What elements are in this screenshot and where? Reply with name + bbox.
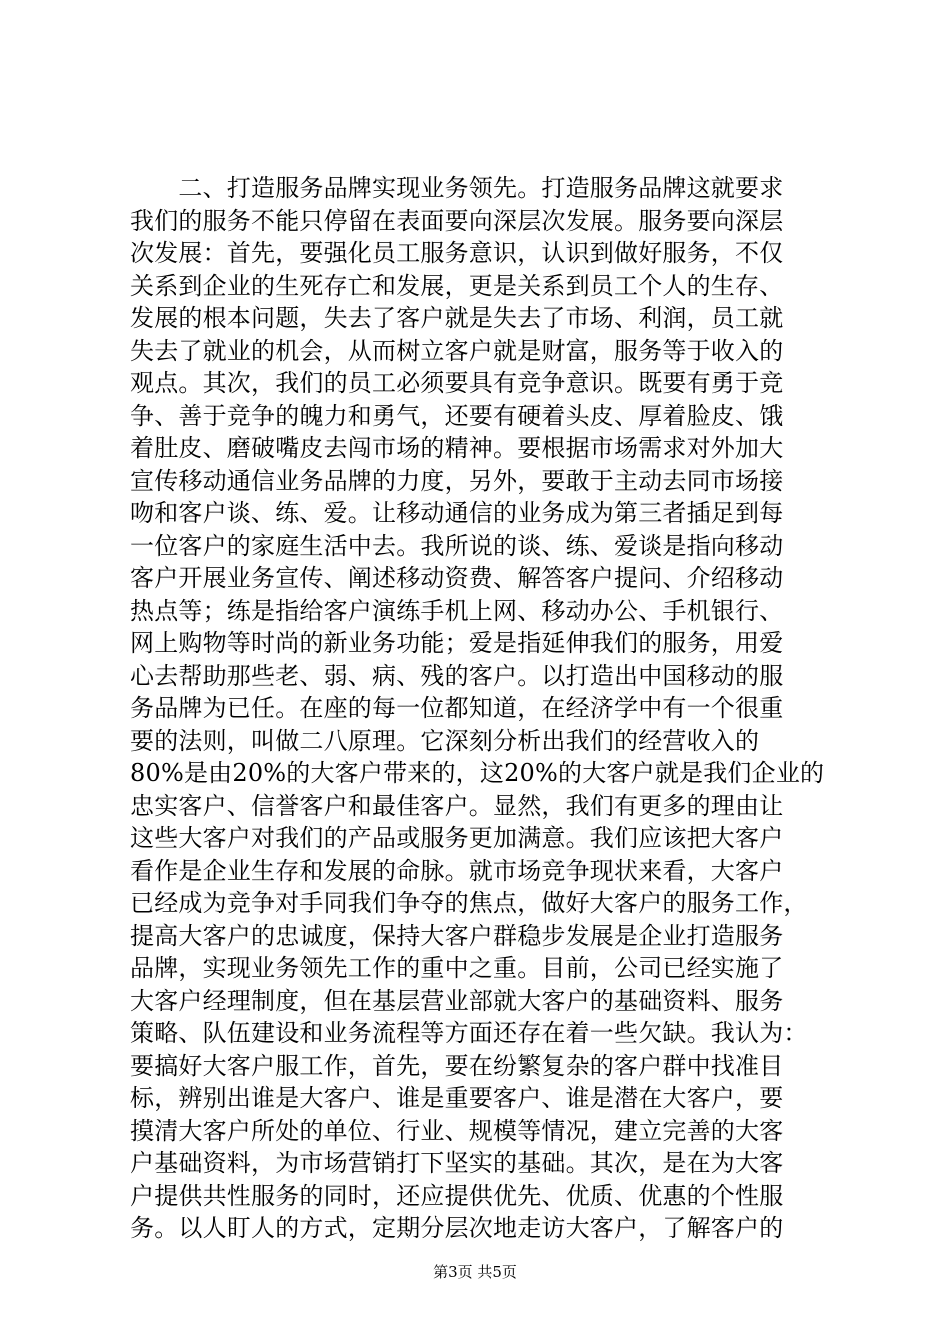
text-line: 摸清大客户所处的单位、行业、规模等情况，建立完善的大客 xyxy=(130,1116,784,1145)
text-line: 户基础资料，为市场营销打下坚实的基础。其次，是在为大客 xyxy=(130,1149,784,1177)
text-line: 热点等；练是指给客户演练手机上网、移动办公、手机银行、 xyxy=(130,596,784,625)
text-line: 提高大客户的忠诚度，保持大客户群稳步发展是企业打造服务 xyxy=(130,921,784,950)
text-line: 这些大客户对我们的产品或服务更加满意。我们应该把大客户 xyxy=(130,824,784,852)
text-line: 关系到企业的生死存亡和发展，更是关系到员工个人的生存、 xyxy=(130,271,784,300)
text-line: 宣传移动通信业务品牌的力度，另外，要敢于主动去同市场接 xyxy=(130,466,784,495)
text-line: 大客户经理制度，但在基层营业部就大客户的基础资料、服务 xyxy=(130,986,784,1015)
text-line: 看作是企业生存和发展的命脉。就市场竞争现状来看，大客户 xyxy=(130,856,784,885)
text-line: 客户开展业务宣传、阐述移动资费、解答客户提问、介绍移动 xyxy=(130,564,784,592)
text-line: 我们的服务不能只停留在表面要向深层次发展。服务要向深层 xyxy=(130,206,784,235)
text-line: 心去帮助那些老、弱、病、残的客户。以打造出中国移动的服 xyxy=(130,661,784,690)
text-line: 二、打造服务品牌实现业务领先。打造服务品牌这就要求 xyxy=(130,174,784,202)
text-line: 务品牌为已任。在座的每一位都知道，在经济学中有一个很重 xyxy=(130,694,784,722)
text-line: 要搞好大客户服工作，首先，要在纷繁复杂的客户群中找准目 xyxy=(130,1051,784,1080)
text-line: 户提供共性服务的同时，还应提供优先、优质、优惠的个性服 xyxy=(130,1181,784,1210)
text-line: 发展的根本问题，失去了客户就是失去了市场、利润，员工就 xyxy=(130,304,784,332)
text-line: 争、善于竞争的魄力和勇气，还要有硬着头皮、厚着脸皮、饿 xyxy=(130,401,784,430)
text-line: 品牌，实现业务领先工作的重中之重。目前，公司已经实施了 xyxy=(130,954,784,982)
text-line: 吻和客户谈、练、爱。让移动通信的业务成为第三者插足到每 xyxy=(130,499,784,527)
text-line: 失去了就业的机会，从而树立客户就是财富，服务等于收入的 xyxy=(130,336,784,365)
text-line: 忠实客户、信誉客户和最佳客户。显然，我们有更多的理由让 xyxy=(130,791,784,820)
text-line: 着肚皮、磨破嘴皮去闯市场的精神。要根据市场需求对外加大 xyxy=(130,434,784,462)
text-line: 要的法则，叫做二八原理。它深刻分析出我们的经营收入的 xyxy=(130,726,760,755)
text-line: 标，辨别出谁是大客户、谁是重要客户、谁是潜在大客户，要 xyxy=(130,1084,784,1112)
text-line: 已经成为竞争对手同我们争夺的焦点，做好大客户的服务工作， xyxy=(130,889,808,917)
text-line: 网上购物等时尚的新业务功能；爱是指延伸我们的服务，用爱 xyxy=(130,629,784,657)
text-line: 一位客户的家庭生活中去。我所说的谈、练、爱谈是指向移动 xyxy=(130,531,784,560)
text-line: 观点。其次，我们的员工必须要具有竞争意识。既要有勇于竞 xyxy=(130,369,784,397)
body-paragraph xyxy=(130,172,830,1245)
text-line: 80%是由20%的大客户带来的，这20%的大客户就是我们企业的 xyxy=(130,759,825,787)
text-line: 务。以人盯人的方式，定期分层次地走访大客户，了解客户的 xyxy=(130,1214,784,1242)
text-line: 策略、队伍建设和业务流程等方面还存在着一些欠缺。我认为： xyxy=(130,1019,808,1047)
text-line: 次发展：首先，要强化员工服务意识，认识到做好服务，不仅 xyxy=(130,239,784,267)
page-footer: 第3页 共5页 xyxy=(433,1263,517,1281)
